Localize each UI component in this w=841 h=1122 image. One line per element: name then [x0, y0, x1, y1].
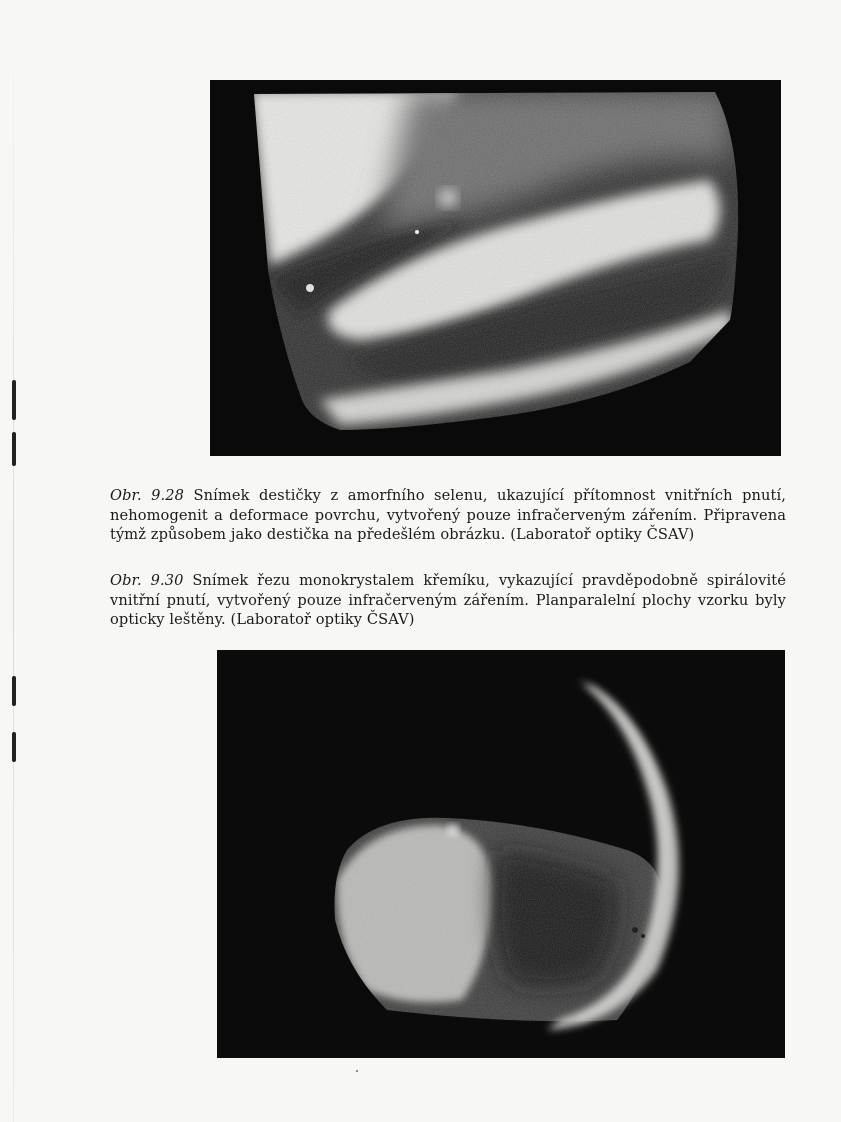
binding-mark	[12, 380, 16, 420]
binding-mark	[12, 732, 16, 762]
caption-text: Snímek destičky z amorfního selenu, ukazující přítomnost vnitřních pnutí, nehomogenit a deformace povrchu, vytvořený pouze infračerveným zářením. Připravena týmž způsobem jako destička na předešlém obrázku. (Laboratoř optiky ČSAV)	[110, 487, 786, 543]
scan-speck	[356, 1070, 358, 1072]
page-edge	[13, 0, 14, 1122]
binding-mark	[12, 432, 16, 466]
figure-9-28-caption	[110, 486, 786, 545]
caption-text: Snímek řezu monokrystalem křemíku, vykazující pravděpodobně spirálovité vnitřní pnutí, vytvořený pouze infračerveným zářením. Planparalelní plochy vzorku byly opticky leštěny. (Laboratoř optiky ČSAV)	[110, 572, 786, 628]
figure-9-28-photo	[210, 80, 781, 456]
figure-9-30-photo	[217, 650, 785, 1058]
figure-label: Obr. 9.28	[110, 487, 185, 504]
figure-label: Obr. 9.30	[110, 572, 184, 589]
silicon-crystal-image	[217, 650, 785, 1058]
selenium-plate-image	[210, 80, 781, 456]
binding-mark	[12, 676, 16, 706]
figure-9-30-caption	[110, 571, 786, 630]
